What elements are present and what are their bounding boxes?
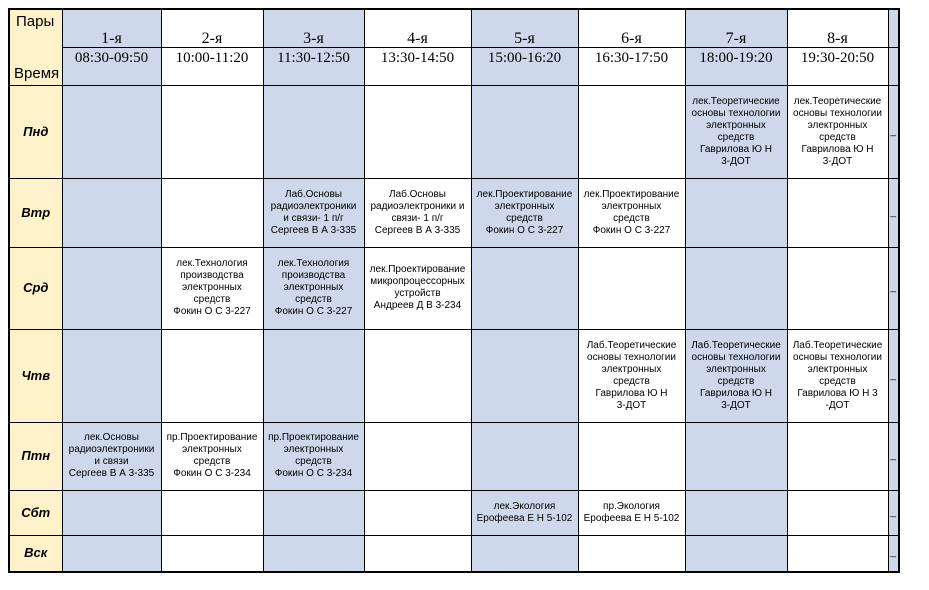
lesson-text: лек.Проектирование микропроцессорных устройств Андреев Д В 3-234 [369,264,466,311]
period-time: 10:00-11:20 [161,47,263,85]
edge-marker: _ [888,535,899,572]
schedule-body [9,9,899,572]
period-time: 11:30-12:50 [263,47,364,85]
lesson-cell [471,247,578,329]
edge-cell [888,9,899,47]
period-number: 1-я [62,9,161,47]
edge-marker: _ [888,329,899,422]
lesson-cell [578,422,685,490]
day-label: Сбт [9,490,62,535]
lesson-cell [685,490,787,535]
lesson-text: Лаб.Теоретические основы технологии электронных средств Гаврилова Ю Н 3 -ДОТ [792,339,883,411]
lesson-cell [263,422,364,490]
lesson-text: лек.Основы радиоэлектроники и связи Сергеев В А 3-335 [68,432,155,479]
lesson-text: Лаб.Теоретические основы технологии электронных средств Гаврилова Ю Н 3-ДОТ [691,339,781,411]
lesson-text: лек.Экология Ерофеева Е Н 5-102 [476,500,573,524]
period-number-row [9,9,899,47]
lesson-cell [263,490,364,535]
day-label: Пнд [9,85,62,178]
lesson-cell [161,422,263,490]
lesson-cell [62,422,161,490]
lesson-cell [578,178,685,247]
lesson-cell [471,422,578,490]
lesson-cell [62,178,161,247]
lesson-cell [263,329,364,422]
period-number: 6-я [578,9,685,47]
lesson-cell [685,535,787,572]
day-row [9,247,899,329]
lesson-cell [161,329,263,422]
lesson-cell [62,85,161,178]
period-time: 08:30-09:50 [62,47,161,85]
lesson-text: лек.Технология производства электронных средств Фокин О С 3-227 [274,258,353,317]
time-label: Время [14,64,60,82]
day-row [9,535,899,572]
lesson-cell [787,247,888,329]
lesson-cell [685,247,787,329]
lesson-cell [471,535,578,572]
lesson-text: Лаб.Основы радиоэлектроники и связи- 1 п/г Сергеев В А 3-335 [370,188,465,236]
period-number: 8-я [787,9,888,47]
day-label: Втр [9,178,62,247]
lesson-cell [685,178,787,247]
lesson-cell [364,422,471,490]
lesson-cell [364,535,471,572]
lesson-cell [685,422,787,490]
lesson-cell [161,247,263,329]
day-row [9,422,899,490]
period-time: 15:00-16:20 [471,47,578,85]
day-label: Чтв [9,329,62,422]
day-row [9,178,899,247]
lesson-text: Лаб.Основы радиоэлектроники и связи- 1 п/г Сергеев В А 3-335 [270,188,357,236]
period-number: 5-я [471,9,578,47]
period-number: 7-я [685,9,787,47]
period-number: 3-я [263,9,364,47]
lesson-cell [787,329,888,422]
day-label: Срд [9,247,62,329]
lesson-cell [263,247,364,329]
edge-marker: _ [888,85,899,178]
lesson-cell [364,329,471,422]
lesson-cell [62,490,161,535]
lesson-cell [364,178,471,247]
lesson-cell [787,490,888,535]
lesson-cell [471,490,578,535]
edge-marker: _ [888,422,899,490]
day-label: Вск [9,535,62,572]
lesson-text: лек.Теоретические основы технологии электронных средств Гаврилова Ю Н 3-ДОТ [691,95,781,167]
lesson-cell [578,535,685,572]
lesson-cell [263,535,364,572]
lesson-cell [685,85,787,178]
day-row [9,490,899,535]
lesson-cell [471,329,578,422]
period-time: 19:30-20:50 [787,47,888,85]
lesson-cell [161,85,263,178]
lesson-cell [471,178,578,247]
lesson-cell [578,85,685,178]
lesson-cell [161,490,263,535]
lesson-cell [364,490,471,535]
lesson-cell [685,329,787,422]
period-number: 4-я [364,9,471,47]
lesson-cell [364,247,471,329]
lesson-cell [471,85,578,178]
lesson-cell [787,422,888,490]
lesson-text: пр.Проектирование электронных средств Фокин О С 3-234 [166,432,258,479]
lesson-cell [161,535,263,572]
lesson-text: лек.Проектирование электронных средств Фокин О С 3-227 [476,188,573,236]
edge-cell [888,47,899,85]
lesson-cell [263,178,364,247]
day-row [9,85,899,178]
lesson-cell [578,247,685,329]
period-time: 13:30-14:50 [364,47,471,85]
day-label: Птн [9,422,62,490]
lesson-cell [787,85,888,178]
lesson-text: лек.Теоретические основы технологии электронных средств Гаврилова Ю Н 3-ДОТ [793,95,882,167]
lesson-text: лек.Проектирование электронных средств Фокин О С 3-227 [583,188,680,236]
lesson-cell [263,85,364,178]
edge-marker: _ [888,247,899,329]
corner-pairs-cell [9,9,62,47]
lesson-text: пр.Экология Ерофеева Е Н 5-102 [583,500,680,524]
lesson-cell [364,85,471,178]
lesson-cell [578,329,685,422]
lesson-cell [62,535,161,572]
lesson-cell [787,535,888,572]
lesson-cell [62,247,161,329]
period-number: 2-я [161,9,263,47]
lesson-cell [161,178,263,247]
schedule-table [8,8,900,573]
pairs-label: Пары [16,13,55,30]
corner-time-cell [9,47,62,85]
lesson-cell [62,329,161,422]
lesson-text: пр.Проектирование электронных средств Фокин О С 3-234 [268,432,359,479]
lesson-text: лек.Технология производства электронных средств Фокин О С 3-227 [173,258,251,317]
lesson-cell [787,178,888,247]
edge-marker: _ [888,490,899,535]
edge-marker: _ [888,178,899,247]
lesson-text: Лаб.Теоретические основы технологии электронных средств Гаврилова Ю Н 3-ДОТ [586,339,677,411]
period-time: 18:00-19:20 [685,47,787,85]
lesson-cell [578,490,685,535]
day-row [9,329,899,422]
period-time: 16:30-17:50 [578,47,685,85]
period-time-row [9,47,899,85]
